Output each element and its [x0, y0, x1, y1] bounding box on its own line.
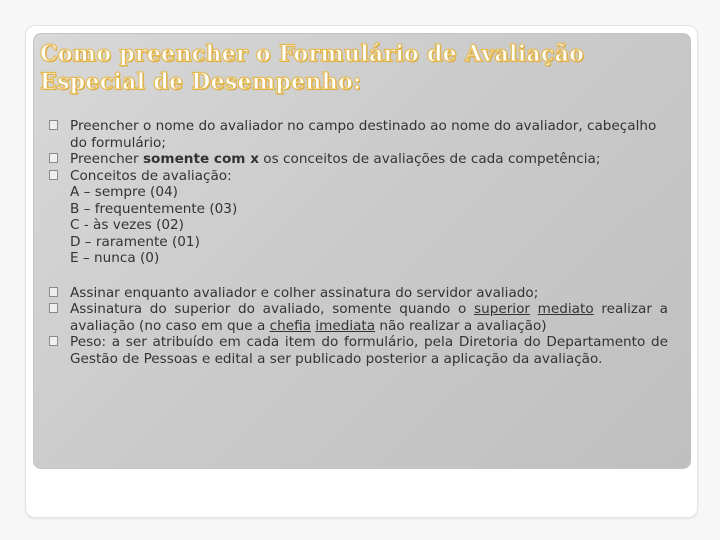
bullet-text-post: não realizar a avaliação): [375, 317, 547, 334]
list-item: [49, 151, 668, 168]
checkbox-bullet-icon: [49, 120, 58, 130]
list-item: [49, 168, 668, 267]
underlined-word: chefia: [269, 317, 311, 334]
list-item: [49, 301, 668, 334]
list-spacer: [49, 267, 668, 285]
bullet-text: Preencher o nome do avaliador no campo destinado ao nome do avaliador, cabeçalho do formulário;: [70, 118, 657, 151]
list-item: [49, 334, 668, 367]
bullet-text-mid: realizar a avaliação (no caso em que a: [70, 301, 668, 334]
scale-line: E – nunca (0): [70, 250, 160, 266]
underlined-word: imediata: [315, 317, 376, 334]
bullet-text-pre: Preencher: [70, 151, 143, 167]
checkbox-bullet-icon: [49, 336, 58, 346]
scale-line: A – sempre (04): [70, 184, 178, 200]
bullet-text: Peso: a ser atribuído em cada item do formulário, pela Diretoria do Departamento de Gestão de Pessoas e edital a ser publicado posterior a aplicação da avaliação.: [70, 334, 668, 367]
slide-title: Como preencher o Formulário de Avaliação Especial de Desempenho:: [40, 41, 585, 95]
bullet-text: Assinar enquanto avaliador e colher assinatura do servidor avaliado;: [70, 284, 539, 301]
bullet-text-pre: Assinatura do superior do avaliado, somente quando o: [70, 301, 475, 317]
bullet-text-post: os conceitos de avaliações de cada competência;: [258, 151, 601, 167]
scale-line: C - às vezes (02): [70, 217, 184, 233]
bullet-text-bold: somente com x: [142, 151, 259, 167]
checkbox-bullet-icon: [49, 303, 58, 313]
list-item: [49, 118, 668, 151]
bullet-text: Conceitos de avaliação:: [70, 167, 232, 184]
bullet-list: [49, 118, 668, 367]
scale-line: B – frequentemente (03): [70, 200, 238, 217]
checkbox-bullet-icon: [49, 287, 58, 297]
bullet-text-space: [530, 301, 538, 317]
checkbox-bullet-icon: [49, 153, 58, 163]
underlined-word: superior: [474, 301, 530, 317]
list-item: [49, 285, 668, 302]
checkbox-bullet-icon: [49, 170, 58, 180]
underlined-word: mediato: [537, 301, 594, 317]
scale-line: D – raramente (01): [70, 233, 200, 250]
